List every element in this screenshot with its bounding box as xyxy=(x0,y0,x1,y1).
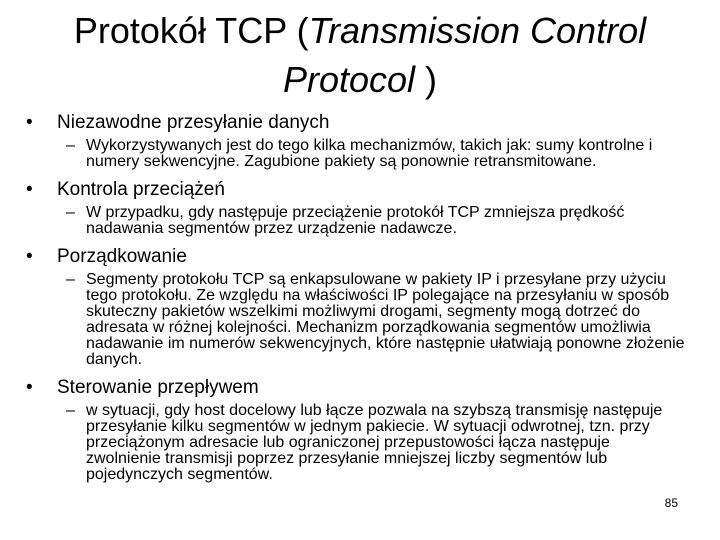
bullet-icon: • xyxy=(26,112,33,133)
bullet-icon: • xyxy=(26,377,33,398)
bullet-label: Kontrola przeciążeń xyxy=(57,179,225,200)
bullet-item-reliable xyxy=(26,112,706,170)
dash-icon: – xyxy=(66,271,75,288)
dash-icon: – xyxy=(66,204,75,221)
bullet-item-ordering xyxy=(26,246,706,368)
sub-bullet-text: Segmenty protokołu TCP są enkapsulowane w pakiety IP i przesyłane przy użyciu tego protokołu. Ze względu na właściwości IP polegające na przesyłaniu w sposób skuteczny pakietów wszelkimi możliwymi drogami, segmenty mogą dotrzeć do adresata w różnej kolejności. Mechanizm porządkowania segmentów umożliwia nadawanie im numerów sekwencyjnych, które następnie ułatwiają ponowne złożenie danych. xyxy=(86,271,685,368)
bullet-list xyxy=(26,112,706,492)
sub-bullet-text: Wykorzystywanych jest do tego kilka mechanizmów, takich jak: sumy kontrolne i numery sekwencyjne. Zagubione pakiety są ponownie retransmitowane. xyxy=(86,137,653,170)
sub-bullet-text: w sytuacji, gdy host docelowy lub łącze pozwala na szybszą transmisję następuje przesyłanie kilku segmentów w jednym pakiecie. W sytuacji odwrotnej, tzn. przy przeciążonym adresacie lub ograniczonej przepustowości łącza następuje zwolnienie transmisji poprzez przesyłanie mniejszej liczby segmentów lub pojedynczych segmentów. xyxy=(86,402,663,483)
title-text-end: ) xyxy=(415,59,438,100)
dash-icon: – xyxy=(66,402,75,419)
bullet-icon: • xyxy=(26,179,33,200)
bullet-label: Niezawodne przesyłanie danych xyxy=(57,112,330,133)
title-text-start: Protokół TCP ( xyxy=(73,10,309,51)
bullet-label: Porządkowanie xyxy=(57,246,187,267)
bullet-item-flow-control xyxy=(26,377,706,483)
bullet-icon: • xyxy=(26,246,33,267)
dash-icon: – xyxy=(66,137,75,154)
bullet-label: Sterowanie przepływem xyxy=(57,377,259,398)
page-number: 85 xyxy=(664,496,678,510)
bullet-item-congestion xyxy=(26,179,706,237)
title-text-italic: Transmission Control Protocol xyxy=(282,10,647,100)
sub-bullet-text: W przypadku, gdy następuje przeciążenie protokół TCP zmniejsza prędkość nadawania segmentów przez urządzenie nadawcze. xyxy=(86,204,625,237)
slide-title xyxy=(60,6,660,104)
